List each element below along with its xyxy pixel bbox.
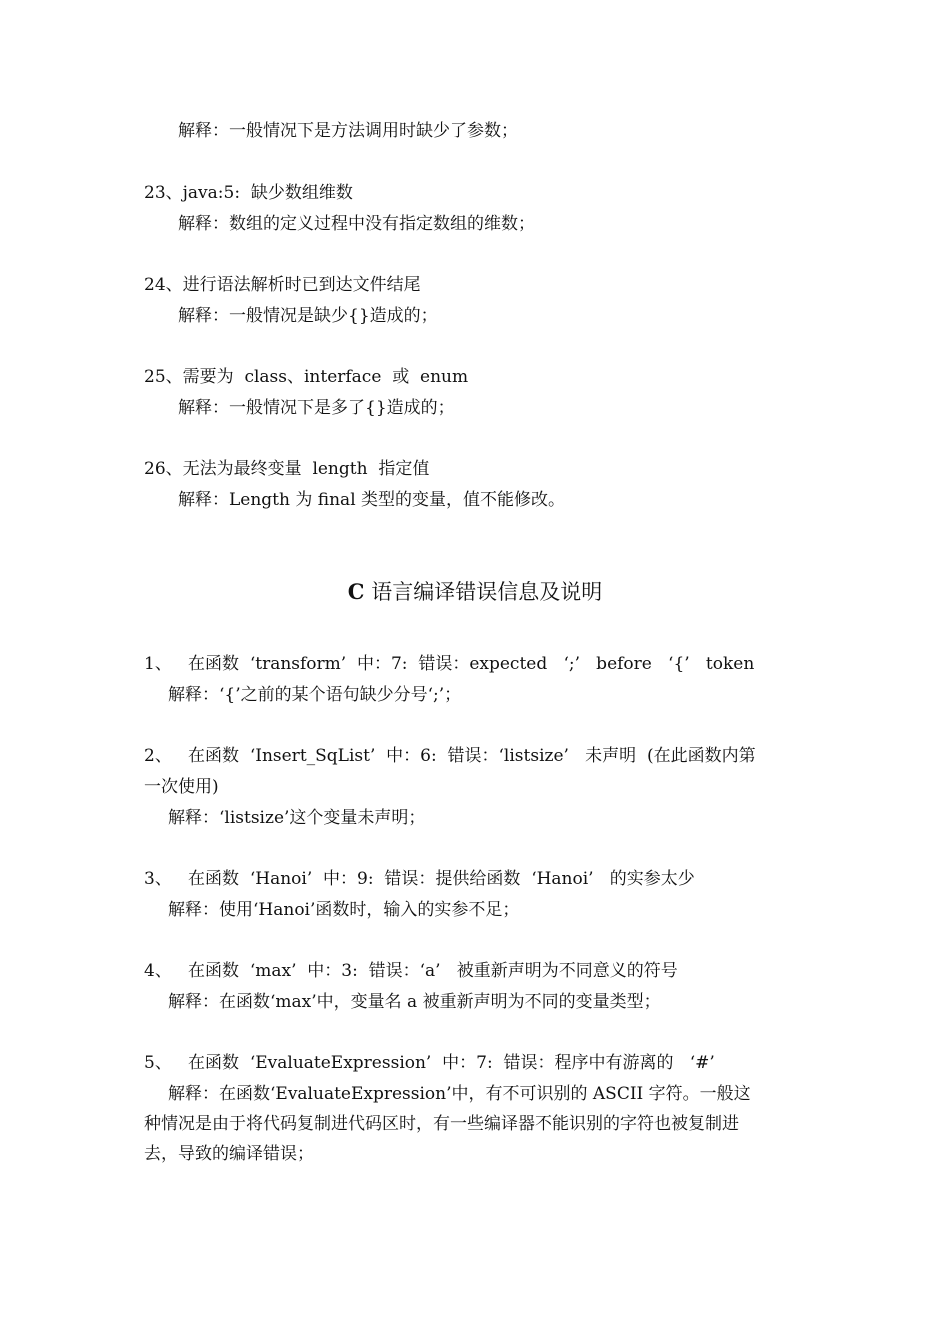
section-title-bold: C [347,579,365,604]
section-title-rest: 语言编译错误信息及说明 [364,580,603,604]
c-item-2-heading: 2、 在函数 ‘Insert_SqList’ 中：6: 错误：‘listsize’ 未声明 (在此函数内第 [144,746,756,766]
c-item-5-explanation-cont2: 去，导致的编译错误； [144,1144,314,1164]
c-item-3-heading: 3、 在函数 ‘Hanoi’ 中：9: 错误：提供给函数 ‘Hanoi’ 的实参太少 [144,869,695,889]
c-item-1-heading: 1、 在函数 ‘transform’ 中：7: 错误：expected ‘;’ before ‘{’ token [144,654,755,674]
java-item-24-explanation: 解释：一般情况是缺少{}造成的； [178,306,438,326]
java-item-23-heading: 23、java:5: 缺少数组维数 [144,183,353,203]
c-item-4-explanation: 解释：在函数‘max’中，变量名 a 被重新声明为不同的变量类型； [168,992,661,1012]
java-item-25-explanation: 解释：一般情况下是多了{}造成的； [178,398,455,418]
java-item-22-explanation: 解释：一般情况下是方法调用时缺少了参数； [178,121,518,141]
c-item-5-heading: 5、 在函数 ‘EvaluateExpression’ 中：7: 错误：程序中有游离的 ‘#’ [144,1053,715,1073]
java-item-25-heading: 25、需要为 class、interface 或 enum [144,367,469,387]
c-item-5-explanation: 解释：在函数‘EvaluateExpression’中，有不可识别的 ASCII 字符。一般这 [168,1084,751,1104]
java-item-26-heading: 26、无法为最终变量 length 指定值 [144,459,430,479]
c-item-3-explanation: 解释：使用‘Hanoi’函数时，输入的实参不足； [168,900,520,920]
c-item-2-explanation: 解释：‘listsize’这个变量未声明； [168,808,426,828]
java-item-24-heading: 24、进行语法解析时已到达文件结尾 [144,275,421,295]
c-item-4-heading: 4、 在函数 ‘max’ 中：3: 错误：‘a’ 被重新声明为不同意义的符号 [144,961,678,981]
java-item-26-explanation: 解释：Length 为 final 类型的变量，值不能修改。 [178,490,566,510]
section-title [0,579,950,605]
java-item-23-explanation: 解释：数组的定义过程中没有指定数组的维数； [178,214,535,234]
c-item-1-explanation: 解释：‘{’之前的某个语句缺少分号‘;’； [168,685,462,705]
c-item-5-explanation-cont: 种情况是由于将代码复制进代码区时，有一些编译器不能识别的字符也被复制进 [144,1114,739,1134]
c-item-2-heading-cont: 一次使用) [144,777,219,797]
